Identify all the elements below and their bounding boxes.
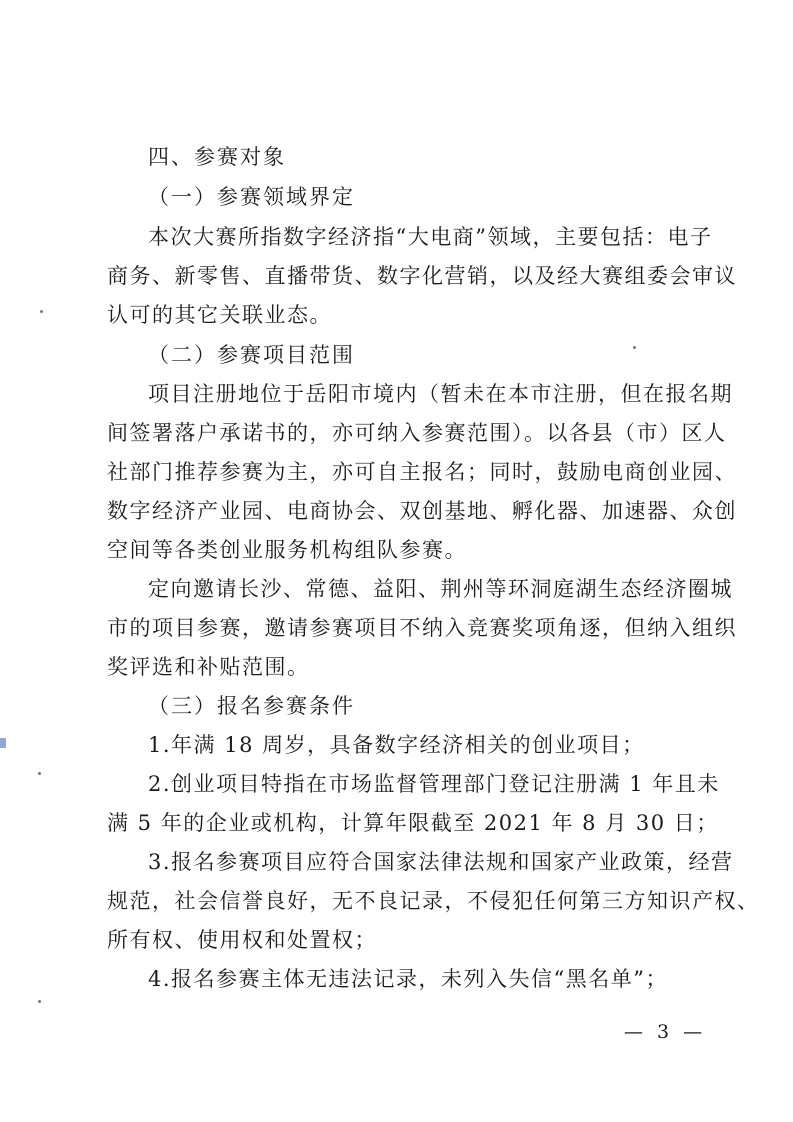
list-item-continuation: 满 5 年的企业或机构，计算年限截至 2021 年 8 月 30 日； [107, 811, 719, 835]
list-item-continuation: 所有权、使用权和处置权； [107, 928, 377, 952]
scan-speck [38, 772, 41, 775]
list-item: 2.创业项目特指在市场监督管理部门登记注册满 1 年且未 [148, 772, 720, 796]
subsection-title-3: （三）报名参赛条件 [148, 694, 355, 718]
paragraph-line: 项目注册地位于岳阳市境内（暂未在本市注册，但在报名期 [148, 382, 733, 406]
list-item-continuation: 规范，社会信誉良好，无不良记录，不侵犯任何第三方知识产权、 [107, 889, 760, 913]
scan-speck [38, 1000, 41, 1003]
scan-speck [40, 310, 43, 313]
paragraph-line: 奖评选和补贴范围。 [107, 655, 310, 679]
list-item: 1.年满 18 周岁，具备数字经济相关的创业项目； [148, 733, 645, 757]
subsection-title-1: （一）参赛领域界定 [148, 185, 355, 209]
paragraph-line: 数字经济产业园、电商协会、双创基地、孵化器、加速器、众创 [107, 499, 737, 523]
page-number: — 3 — [624, 1021, 707, 1043]
scan-edge-mark [0, 738, 6, 748]
paragraph-line: 商务、新零售、直播带货、数字化营销，以及经大赛组委会审议 [107, 264, 737, 288]
subsection-title-2: （二）参赛项目范围 [148, 343, 355, 367]
scan-speck [633, 346, 636, 349]
list-item: 3.报名参赛项目应符合国家法律法规和国家产业政策，经营 [148, 850, 734, 874]
paragraph-line: 认可的其它关联业态。 [107, 303, 332, 327]
list-item: 4.报名参赛主体无违法记录，未列入失信“黑名单”； [148, 967, 669, 991]
paragraph-line: 定向邀请长沙、常德、益阳、荆州等环洞庭湖生态经济圈城 [148, 577, 733, 601]
paragraph-line: 市的项目参赛，邀请参赛项目不纳入竞赛奖项角逐，但纳入组织 [107, 616, 737, 640]
paragraph-line: 空间等各类创业服务机构组队参赛。 [107, 538, 467, 562]
paragraph-line: 社部门推荐参赛为主，亦可自主报名；同时，鼓励电商创业园、 [107, 460, 737, 484]
paragraph-line: 间签署落户承诺书的，亦可纳入参赛范围）。以各县（市）区人 [107, 421, 727, 445]
section-title: 四、参赛对象 [148, 145, 286, 169]
paragraph-line: 本次大赛所指数字经济指“大电商”领域，主要包括：电子 [148, 225, 713, 249]
